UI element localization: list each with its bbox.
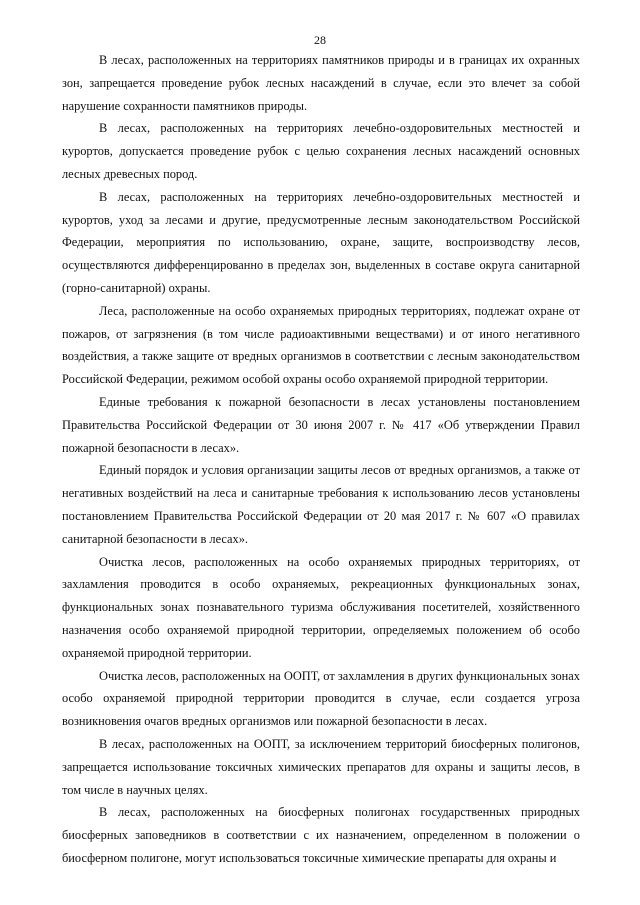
paragraph: Единые требования к пожарной безопасности в лесах установлены постановлением Правительства Российской Федерации от 30 июня 2007 г. № 417 «Об утверждении Правил пожарной безопасности в лесах». xyxy=(62,394,580,455)
paragraph: Леса, расположенные на особо охраняемых природных территориях, подлежат охране от пожаров, от загрязнения (в том числе радиоактивными веществами) и от иного негативного воздействия, а также защите от вредных организмов в соответствии с лесным законодательством Российской Федерации, режимом особой охраны особо охраняемой природной территории. xyxy=(62,303,580,387)
body-text xyxy=(62,49,580,870)
paragraph: В лесах, расположенных на биосферных полигонах государственных природных биосферных заповедников в соответствии с их назначением, определенном в положении о биосферном полигоне, могут использоваться токсичные химические препараты для охраны и xyxy=(62,805,580,865)
paragraph: В лесах, расположенных на территориях лечебно-оздоровительных местностей и курортов, уход за лесами и другие, предусмотренные лесным законодательством Российской Федерации, мероприятия по использованию, охране, защите, воспроизводству лесов, осуществляются дифференцированно в пределах зон, выделенных в составе округа санитарной (горно-санитарной) охраны. xyxy=(62,189,580,295)
paragraph: Единый порядок и условия организации защиты лесов от вредных организмов, а также от негативных воздействий на леса и санитарные требования к использованию лесов установлены постановлением Правительства Российской Федерации от 20 мая 2017 г. № 607 «О правилах санитарной безопасности в лесах». xyxy=(62,463,580,546)
paragraph: Очистка лесов, расположенных на особо охраняемых природных территориях, от захламления проводится в особо охраняемых, рекреационных функциональных зонах, функциональных зонах познавательного туризма обслуживания посетителей, хозяйственного назначения особо охраняемой природной территории, определяемых положением об особо охраняемой природной территории. xyxy=(62,554,580,660)
page-number: 28 xyxy=(314,33,326,47)
paragraph: В лесах, расположенных на территориях лечебно-оздоровительных местностей и курортов, допускается проведение рубок с целью сохранения лесных насаждений основных лесных древесных пород. xyxy=(62,121,580,181)
paragraph: Очистка лесов, расположенных на ООПТ, от захламления в других функциональных зонах особо охраняемой природной территории проводится в случае, если создается угроза возникновения очагов вредных организмов или пожарной безопасности в лесах. xyxy=(62,668,580,729)
paragraph: В лесах, расположенных на ООПТ, за исключением территорий биосферных полигонов, запрещается использование токсичных химических препаратов для охраны и защиты лесов, в том числе в научных целях. xyxy=(62,736,580,797)
paragraph: В лесах, расположенных на территориях памятников природы и в границах их охранных зон, запрещается проведение рубок лесных насаждений в случае, если это влечет за собой нарушение сохранности памятников природы. xyxy=(62,53,580,113)
